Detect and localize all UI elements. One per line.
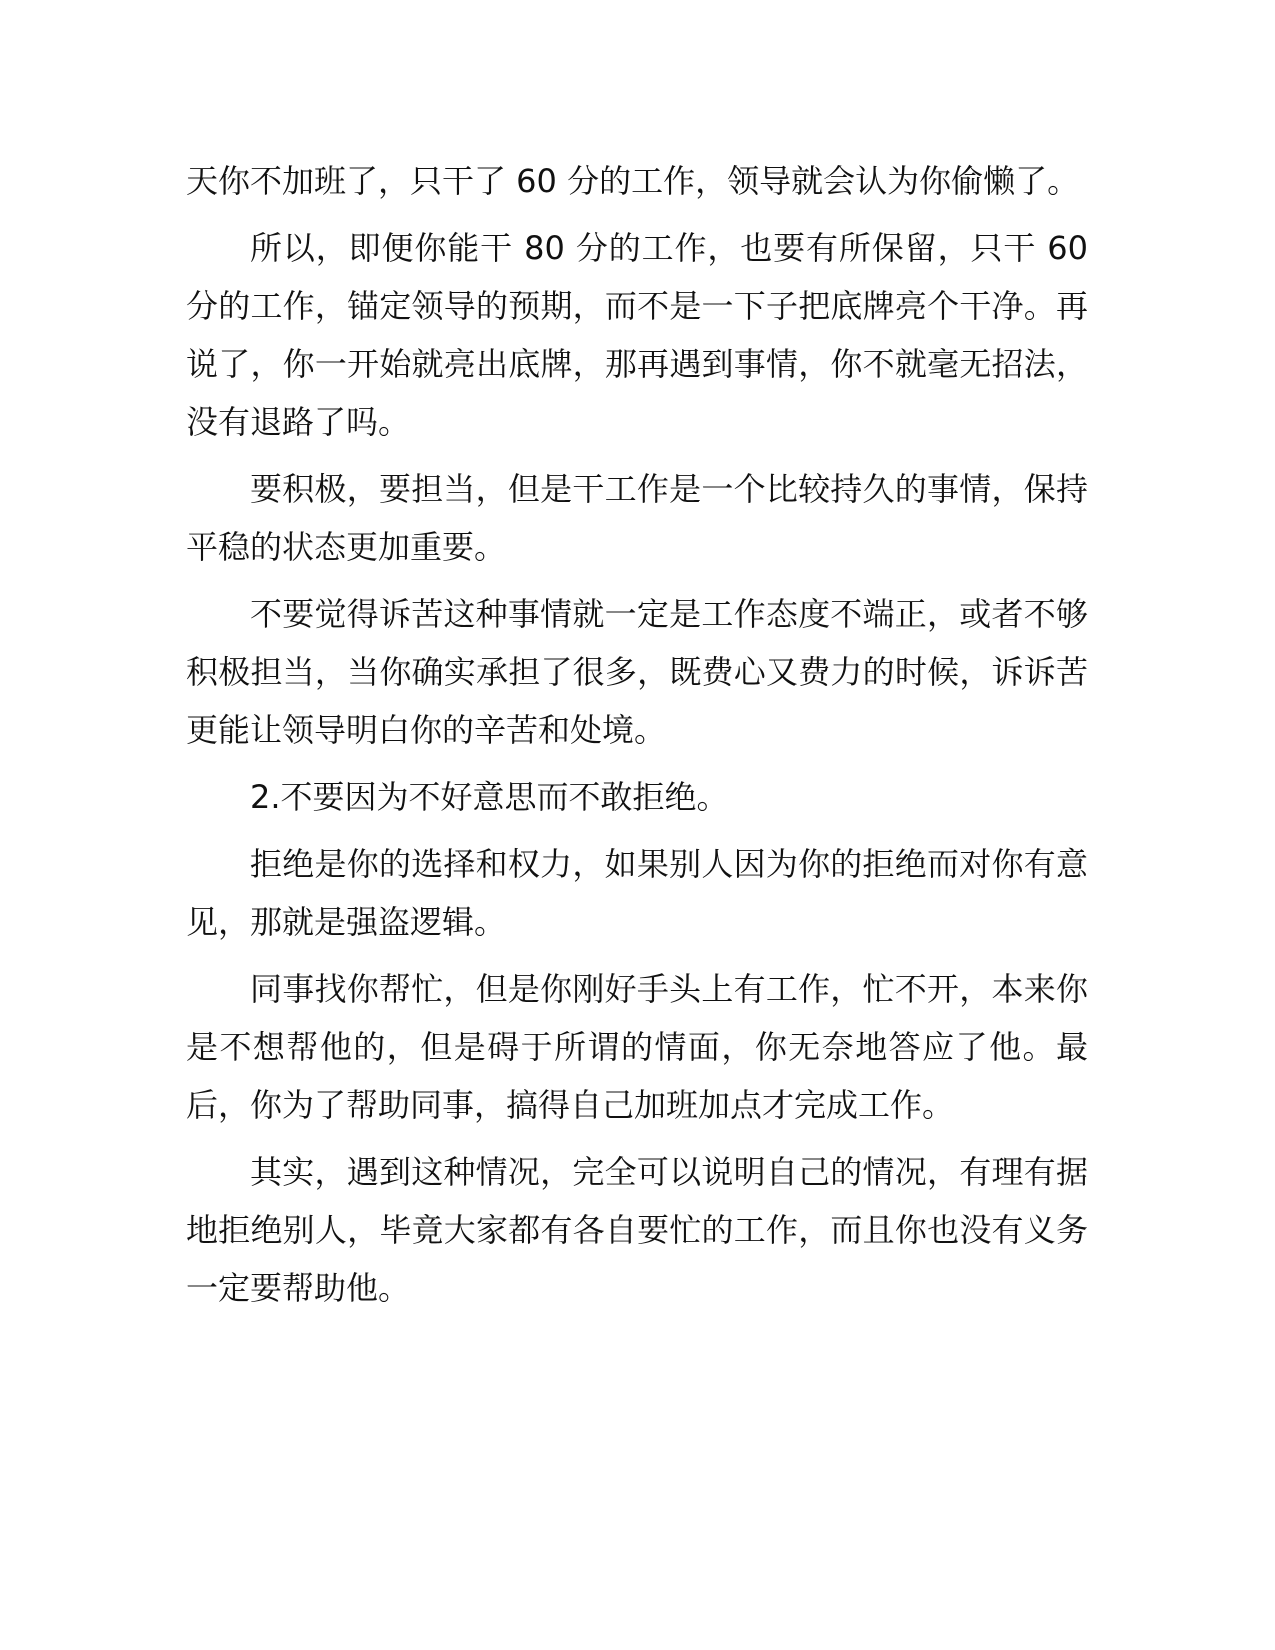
paragraph: 同事找你帮忙，但是你刚好手头上有工作，忙不开，本来你是不想帮他的，但是碍于所谓的情面，你无奈地答应了他。最后，你为了帮助同事，搞得自己加班加点才完成工作。 — [186, 970, 1088, 1124]
document-body — [186, 152, 1088, 1326]
paragraph: 所以，即便你能干 80 分的工作，也要有所保留，只干 60 分的工作，锚定领导的预期，而不是一下子把底牌亮个干净。再说了，你一开始就亮出底牌，那再遇到事情，你不就毫无招法，没有退路了吗。 — [186, 229, 1088, 441]
section-heading: 2.不要因为不好意思而不敢拒绝。 — [250, 778, 729, 816]
paragraph: 其实，遇到这种情况，完全可以说明自己的情况，有理有据地拒绝别人，毕竟大家都有各自要忙的工作，而且你也没有义务一定要帮助他。 — [186, 1153, 1088, 1307]
paragraph: 拒绝是你的选择和权力，如果别人因为你的拒绝而对你有意见，那就是强盗逻辑。 — [186, 845, 1088, 941]
paragraph: 不要觉得诉苦这种事情就一定是工作态度不端正，或者不够积极担当，当你确实承担了很多，既费心又费力的时候，诉诉苦更能让领导明白你的辛苦和处境。 — [186, 595, 1088, 749]
paragraph-continuation: 天你不加班了，只干了 60 分的工作，领导就会认为你偷懒了。 — [186, 162, 1080, 200]
paragraph: 要积极，要担当，但是干工作是一个比较持久的事情，保持平稳的状态更加重要。 — [186, 470, 1088, 566]
